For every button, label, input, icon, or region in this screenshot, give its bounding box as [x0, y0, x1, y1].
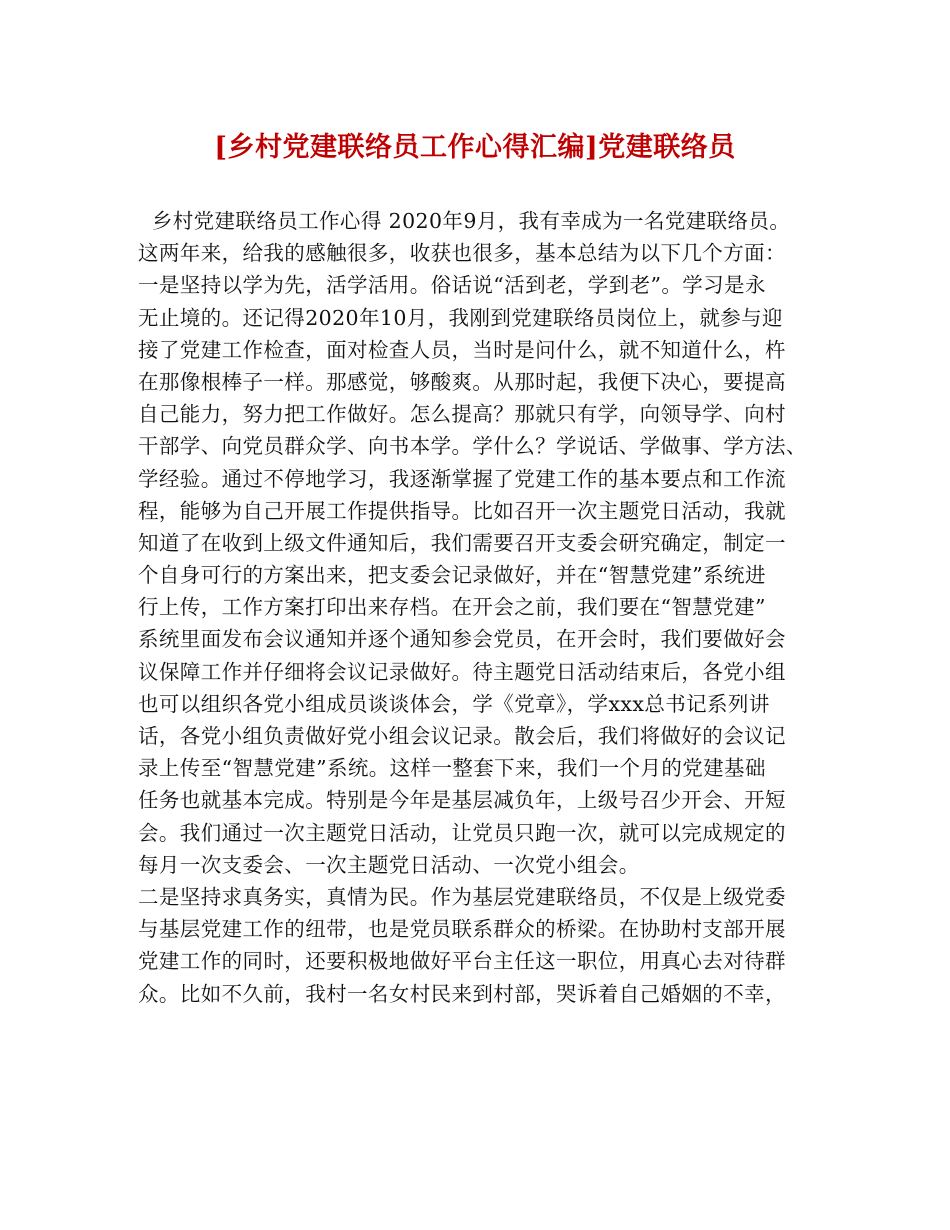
body-line: 行上传，工作方案打印出来存档。在开会之前，我们要在“智慧党建” — [138, 595, 766, 620]
body-line: 每月一次支委会、一次主题党日活动、一次党小组会。 — [138, 852, 640, 877]
body-line: 众。比如不久前，我村一名女村民来到村部，哭诉着自己婚姻的不幸， — [138, 981, 786, 1006]
body-line: 无止境的。还记得2020年10月，我刚到党建联络员岗位上，就参与迎 — [138, 305, 783, 330]
body-line: 这两年来，给我的感触很多，收获也很多，基本总结为以下几个方面： — [138, 241, 786, 266]
body-line: 一是坚持以学为先，活学活用。俗话说“活到老，学到老”。学习是永 — [138, 273, 766, 298]
body-line: 议保障工作并仔细将会议记录做好。待主题党日活动结束后，各党小组 — [138, 659, 786, 684]
document-title: [乡村党建联络员工作心得汇编]党建联络员 — [214, 132, 736, 163]
body-line: 学经验。通过不停地学习，我逐渐掌握了党建工作的基本要点和工作流 — [138, 466, 786, 491]
body-line: 乡村党建联络员工作心得 2020年9月，我有幸成为一名党建联络员。 — [138, 209, 791, 233]
body-line: 也可以组织各党小组成员谈谈体会，学《党章》，学xxx总书记系列讲 — [138, 691, 770, 716]
body-line: 个自身可行的方案出来，把支委会记录做好，并在“智慧党建”系统进 — [138, 563, 766, 588]
body-line: 会。我们通过一次主题党日活动，让党员只跑一次，就可以完成规定的 — [138, 820, 786, 845]
document-body — [138, 205, 818, 1010]
body-line: 话，各党小组负责做好党小组会议记录。散会后，我们将做好的会议记 — [138, 724, 786, 748]
body-line: 党建工作的同时，还要积极地做好平台主任这一职位，用真心去对待群 — [138, 949, 786, 974]
body-line: 录上传至“智慧党建”系统。这样一整套下来，我们一个月的党建基础 — [138, 756, 766, 781]
body-line: 在那像根棒子一样。那感觉，够酸爽。从那时起，我便下决心，要提高 — [138, 369, 786, 394]
body-line: 程，能够为自己开展工作提供指导。比如召开一次主题党日活动，我就 — [138, 498, 786, 523]
body-line: 干部学、向党员群众学、向书本学。学什么？学说话、学做事、学方法、 — [138, 434, 807, 459]
body-line: 任务也就基本完成。特别是今年是基层减负年，上级号召少开会、开短 — [138, 788, 786, 813]
body-line: 自己能力，努力把工作做好。怎么提高？那就只有学，向领导学、向村 — [138, 402, 786, 427]
body-line: 二是坚持求真务实，真情为民。作为基层党建联络员，不仅是上级党委 — [138, 884, 786, 909]
body-line: 知道了在收到上级文件通知后，我们需要召开支委会研究确定，制定一 — [138, 530, 786, 555]
body-line: 与基层党建工作的纽带，也是党员联系群众的桥梁。在协助村支部开展 — [138, 917, 786, 942]
body-line: 系统里面发布会议通知并逐个通知参会党员，在开会时，我们要做好会 — [138, 627, 786, 652]
body-line: 接了党建工作检查，面对检查人员，当时是问什么，就不知道什么，杵 — [138, 337, 786, 362]
